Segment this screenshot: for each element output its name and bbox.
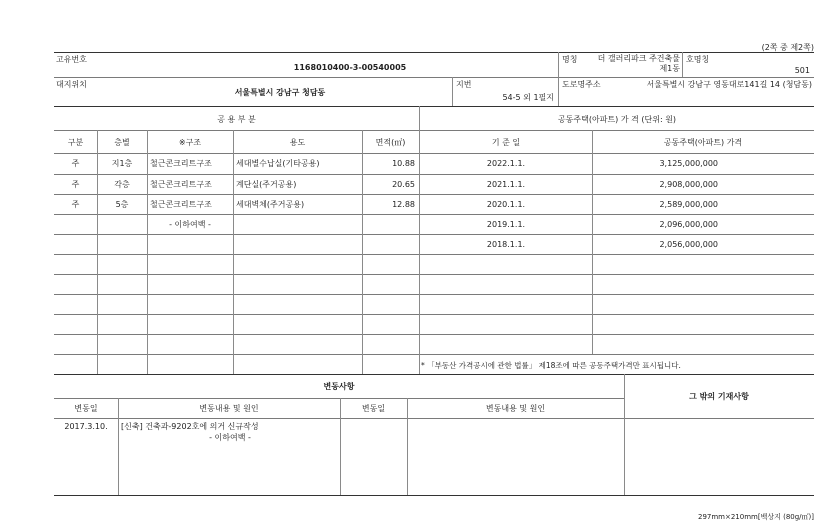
section-title-divider <box>54 130 814 131</box>
row-line <box>54 254 814 255</box>
road-label: 도로명주소 <box>562 80 601 89</box>
room-label: 호명칭 <box>686 55 710 64</box>
header-row-divider <box>54 77 814 78</box>
unique-no-value: 1168010400-3-00540005 <box>293 63 407 72</box>
col-line <box>233 130 234 374</box>
row-line <box>54 334 814 335</box>
changes-title: 변동사항 <box>323 382 355 391</box>
lot-value: 54-5 외 1필지 <box>502 93 554 102</box>
changes-col-content: 변동내용 및 원인 <box>199 404 259 413</box>
row-floor: 지1층 <box>111 159 133 168</box>
name-divider <box>558 52 559 77</box>
room-value: 501 <box>794 66 810 75</box>
row-use: 세대별수납실(기타공용) <box>236 159 320 168</box>
name-label: 명칭 <box>562 55 578 64</box>
row-line <box>54 194 814 195</box>
changes-header-divider <box>54 418 814 419</box>
row-type: 주 <box>71 159 80 168</box>
row-type: 주 <box>71 200 80 209</box>
row-type: 주 <box>71 180 80 189</box>
col-header-area: 면적(㎡) <box>375 138 406 147</box>
price-date: 2018.1.1. <box>486 240 526 249</box>
row-area: 12.88 <box>392 200 415 209</box>
row-line <box>54 314 814 315</box>
other-notes-title: 그 밖의 기재사항 <box>689 392 749 401</box>
column-header-divider <box>54 153 814 154</box>
changes-bottom-border <box>54 495 814 496</box>
changes-title-divider <box>54 398 624 399</box>
changes-col-date2: 변동일 <box>361 404 386 413</box>
row-line <box>54 234 814 235</box>
row-line <box>54 274 814 275</box>
name-value: 더 갤러리파크 주건축물제1동 <box>597 54 680 73</box>
price-value: 2,096,000,000 <box>659 220 718 229</box>
row-line <box>54 294 814 295</box>
page-label: (2쪽 중 제2쪽) <box>761 43 814 52</box>
changes-col-content2: 변동내용 및 원인 <box>485 404 546 413</box>
unique-no-label: 고유번호 <box>56 55 87 64</box>
header-top-border <box>54 52 814 53</box>
road-value: 서울특별시 강남구 영동대로141길 14 (청담동) <box>646 80 812 89</box>
col-header-type: 구분 <box>67 138 84 147</box>
table-bottom-border <box>54 374 814 375</box>
col-header-date: 기 준 일 <box>491 138 521 147</box>
row-line <box>54 174 814 175</box>
lot-label: 지번 <box>456 80 472 89</box>
row-line <box>54 354 814 355</box>
row-area: 10.88 <box>392 159 415 168</box>
price-date: 2019.1.1. <box>486 220 526 229</box>
row-use: 세대벽체(주거공용) <box>236 200 305 209</box>
price-date: 2021.1.1. <box>486 180 526 189</box>
common-area-title: 공 용 부 분 <box>217 115 256 124</box>
site-value: 서울특별시 강남구 청담동 <box>234 88 326 97</box>
change-entry-date: 2017.3.10. <box>64 422 108 431</box>
paper-spec: 297mm×210mm[백상지 (80g/㎡)] <box>697 513 814 521</box>
col-header-use: 용도 <box>289 138 306 147</box>
price-date: 2020.1.1. <box>486 200 526 209</box>
row-structure: 철근콘크리트구조 <box>150 200 212 209</box>
site-label: 대지위치 <box>56 80 87 89</box>
row-use: 계단실(주거공용) <box>236 180 297 189</box>
price-value: 2,908,000,000 <box>659 180 718 189</box>
lot-divider <box>452 77 453 106</box>
row-area: 20.65 <box>392 180 415 189</box>
col-header-structure: ※구조 <box>178 138 202 147</box>
road-divider <box>558 77 559 106</box>
price-value: 3,125,000,000 <box>659 159 718 168</box>
room-divider <box>682 52 683 77</box>
row-floor: 각층 <box>114 180 130 189</box>
col-header-price: 공동주택(아파트) 가격 <box>663 138 743 147</box>
price-date: 2022.1.1. <box>486 159 526 168</box>
col-header-floor: 층별 <box>114 138 130 147</box>
col-line <box>147 130 148 374</box>
row-floor: 5층 <box>115 200 129 209</box>
change-entry-text: [신축] 건축과-9202호에 의거 신규작성 <box>121 422 259 431</box>
change-end-marker: - 이하여백 - <box>209 433 251 442</box>
price-section-title: 공동주택(아파트) 가 격 (단위: 원) <box>557 115 677 124</box>
row-structure: 철근콘크리트구조 <box>150 159 212 168</box>
row-structure: 철근콘크리트구조 <box>150 180 212 189</box>
price-note: * 「부동산 가격공시에 관한 법률」 제18조에 따른 공동주택가격만 표시됩니다. <box>421 361 681 370</box>
row-line <box>54 214 814 215</box>
price-value: 2,056,000,000 <box>659 240 718 249</box>
changes-col-date: 변동일 <box>74 404 98 413</box>
header-bottom-border <box>54 106 814 107</box>
left-end-marker: - 이하여백 - <box>169 220 211 229</box>
price-value: 2,589,000,000 <box>659 200 718 209</box>
